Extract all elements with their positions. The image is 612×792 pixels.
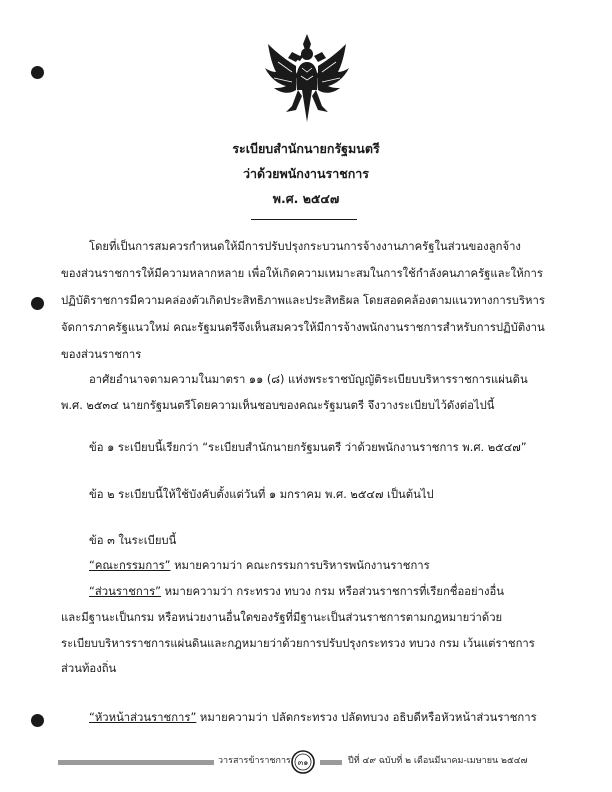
punch-hole-top <box>31 66 44 79</box>
title-divider <box>251 219 357 220</box>
preamble-line-1: โดยที่เป็นการสมควรกำหนดให้มีการปรับปรุงกระบวนการจ้างงานภาครัฐในส่วนของลูกจ้าง <box>89 240 521 253</box>
footer-journal-name: วารสารข้าราชการ <box>218 756 291 766</box>
def-agency: หมายความว่า กระทรวง ทบวง กรม หรือส่วนราชการที่เรียกชื่ออย่างอื่น <box>161 585 505 598</box>
article-1: ข้อ ๑ ระเบียบนี้เรียกว่า “ระเบียบสำนักนายกรัฐมนตรี ว่าด้วยพนักงานราชการ พ.ศ. ๒๕๔๗” <box>89 441 527 454</box>
punch-hole-bottom <box>31 714 44 727</box>
footer-bar-mid <box>320 760 342 765</box>
footer-page-number: ๓๑ <box>297 758 309 768</box>
page-footer <box>0 752 612 782</box>
definition-agency-head <box>89 710 537 725</box>
preamble-line-4: จัดการภาครัฐแนวใหม่ คณะรัฐมนตรีจึงเห็นสมควรให้มีการจ้างพนักงานราชการสำหรับการปฏิบัติงาน <box>61 321 545 334</box>
term-agency: “ส่วนราชการ” <box>89 585 161 598</box>
document-subject: ว่าด้วยพนักงานราชการ <box>242 166 370 181</box>
agency-line-2: และมีฐานะเป็นกรม หรือหน่วยงานอื่นใดของรัฐที่มีฐานะเป็นส่วนราชการตามกฎหมายว่าด้วย <box>61 611 503 624</box>
article-3-heading: ข้อ ๓ ในระเบียบนี้ <box>89 534 177 547</box>
definition-agency <box>89 584 504 599</box>
term-agency-head: “หัวหน้าส่วนราชการ” <box>89 711 197 724</box>
def-committee: หมายความว่า คณะกรรมการบริหารพนักงานราชการ <box>170 559 430 572</box>
article-2: ข้อ ๒ ระเบียบนี้ให้ใช้บังคับตั้งแต่วันที่ ๑ มกราคม พ.ศ. ๒๕๔๗ เป็นต้นไป <box>89 488 434 501</box>
preamble-line-3: ปฏิบัติราชการมีความคล่องตัวเกิดประสิทธิภาพและประสิทธิผล โดยสอดคล้องตามแนวทางการบริหาร <box>61 294 545 307</box>
footer-bar-left <box>58 760 214 765</box>
def-agency-head: หมายความว่า ปลัดกระทรวง ปลัดทบวง อธิบดีหรือหัวหน้าส่วนราชการ <box>196 711 537 724</box>
agency-line-4: ส่วนท้องถิ่น <box>61 662 117 675</box>
garuda-emblem-icon <box>262 32 352 124</box>
definition-committee <box>89 558 430 573</box>
preamble-line-2: ของส่วนราชการให้มีความหลากหลาย เพื่อให้เกิดความเหมาะสมในการใช้กำลังคนภาครัฐและให้การ <box>61 267 543 280</box>
term-committee: “คณะกรรมการ” <box>89 559 171 572</box>
punch-hole-middle <box>31 297 44 310</box>
document-year: พ.ศ. ๒๕๔๗ <box>272 191 340 206</box>
footer-issue-info: ปีที่ ๔๙ ฉบับที่ ๒ เดือนมีนาคม-เมษายน ๒๕๔๗ <box>348 756 528 766</box>
footer-seal-icon <box>291 750 315 774</box>
agency-line-3: ระเบียบบริหารราชการแผ่นดินและกฎหมายว่าด้วยการปรับปรุงกระทรวง ทบวง กรม เว้นแต่ราชการ <box>61 637 535 650</box>
preamble-line-5: ของส่วนราชการ <box>61 348 142 361</box>
document-title: ระเบียบสำนักนายกรัฐมนตรี <box>232 141 380 156</box>
preamble-line-6: อาศัยอำนาจตามความในมาตรา ๑๑ (๘) แห่งพระราชบัญญัติระเบียบบริหารราชการแผ่นดิน <box>89 373 528 386</box>
preamble-line-7: พ.ศ. ๒๕๓๔ นายกรัฐมนตรีโดยความเห็นชอบของคณะรัฐมนตรี จึงวางระเบียบไว้ดังต่อไปนี้ <box>61 399 495 412</box>
